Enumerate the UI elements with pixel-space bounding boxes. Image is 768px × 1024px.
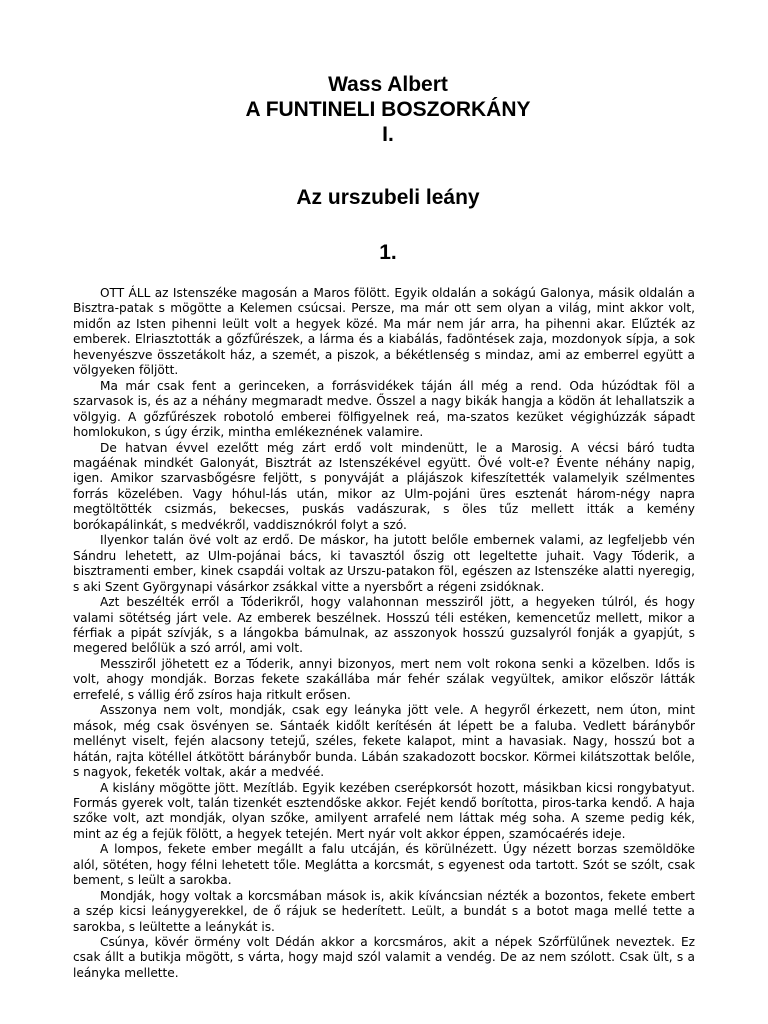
paragraph: A lompos, fekete ember megállt a falu utcáján, és körülnézett. Úgy nézett borzas szemöldöke alól, sötéten, hogy félni lehetett tőle. Meglátta a korcsmát, s egyenest oda tartott. Szót se szólt, csak bement, s leült a sarokba. [73,842,695,888]
document-page [73,72,695,981]
paragraph: Azt beszélték erről a Tóderikről, hogy valahonnan messziről jött, a hegyeken túlról, és hogy valami sötétség járt vele. Az emberek beszélnek. Hosszú téli estéken, kemencetűz mellett, mikor a férfiak a pipát szívják, s a lángokba bámulnak, az asszonyok hosszú guzsalyról fonják a gyapjút, s megered belőlük a szó arról, ami volt. [73,595,695,656]
title-block [81,72,695,265]
body-text [73,286,695,981]
author-name: Wass Albert [328,73,448,96]
chapter-title: Az urszubeli leány [296,186,480,209]
paragraph: OTT ÁLL az Istenszéke magosán a Maros fölött. Egyik oldalán a sokágú Galonya, másik oldalán a Bisztra-patak s mögötte a Kelemen csúcsai. Persze, ma már ott sem olyan a világ, mint akkor volt, midőn az Isten pihenni leült volt a hegyek közé. Ma már nem jár arra, ha pihenni akar. Elűzték az emberek. Elriasztották a gőzfűrészek, a lárma és a kiabálás, fadöntések zaja, mozdonyok sípja, a sok hevenyészve összetákolt ház, a szemét, a piszok, a békétlenség s mindaz, ami az emberrel együtt a völgyeken följött. [73,286,695,378]
paragraph: Mondják, hogy voltak a korcsmában mások is, akik kíváncsian nézték a bozontos, fekete embert a szép kicsi leánygyerekkel, de ő rájuk se hederített. Leült, a bundát s a botot maga mellé tette a sarokba, s leültette a leánykát is. [73,888,695,934]
part-number: I. [382,123,394,146]
chapter-number: 1. [379,241,397,264]
paragraph: Messziről jöhetett ez a Tóderik, annyi bizonyos, mert nem volt rokona senki a közelben. Idős is volt, ahogy mondják. Borzas fekete szakállába már fehér szálak vegyültek, amikor először látták errefelé, s vállig érő zsíros haja ritkult erősen. [73,656,695,702]
book-title: A FUNTINELI BOSZORKÁNY [245,98,531,121]
paragraph: Ilyenkor talán övé volt az erdő. De máskor, ha jutott belőle embernek valami, az legfeljebb vén Sándru lehetett, az Ulm-pojánai bács, ki tavasztól őszig ott legeltette juhait. Vagy Tóderik, a bisztramenti ember, kinek csapdái voltak az Urszu-patakon föl, egészen az Istenszéke alatti nyeregig, s aki Szent Györgynapi vásárkor zsákkal vitte a nyersbőrt a régeni zsidóknak. [73,533,695,594]
paragraph: Csúnya, kövér örmény volt Dédán akkor a korcsmáros, akit a népek Szőrfülűnek neveztek. Ez csak állt a butikja mögött, s várta, hogy majd szól valamit a vendég. De az nem szólott. Csak ült, s a leányka mellette. [73,935,695,980]
paragraph: Asszonya nem volt, mondják, csak egy leányka jött vele. A hegyről érkezett, nem úton, mint mások, még csak ösvényen se. Sántaék kidőlt kerítésén át lépett be a faluba. Vedlett báránybőr mellényt viselt, fején alacsony tetejű, széles, fekete kalapot, mint a havasiak. Nagy, hosszú bot a hátán, rajta kötéllel átkötött báránybőr bunda. Lábán szakadozott bocskor. Körmei kilátszottak belőle, s nagyok, feketék voltak, akár a medvéé. [73,703,695,780]
paragraph: Ma már csak fent a gerinceken, a forrásvidékek táján áll még a rend. Oda húzódtak föl a szarvasok is, és az a néhány megmaradt medve. Ősszel a nagy bikák hangja a ködön át lehallatszik a völgyig. A gőzfűrészek robotoló emberei fölfigyelnek reá, ma-szatos kezüket végighúzzák sápadt homlokukon, s úgy érzik, mintha emlékeznének valamire. [73,378,695,440]
paragraph: A kislány mögötte jött. Mezítláb. Egyik kezében cserépkorsót hozott, másikban kicsi rongybatyut. Formás gyerek volt, talán tizenkét esztendőske akkor. Fejét kendő borította, piros-tarka kendő. A haja szőke volt, azt mondják, olyan szőke, amilyent arrafelé nem láttak még soha. A szeme pedig kék, mint az ég a fejük fölött, a hegyek tetején. Mert nyár volt akkor éppen, szamócaérés ideje. [73,780,695,841]
paragraph: De hatvan évvel ezelőtt még zárt erdő volt mindenütt, le a Marosig. A vécsi báró tudta magáénak mindkét Galonyát, Bisztrát az Istenszékével együtt. Övé volt-e? Évente néhány napig, igen. Amikor szarvasbőgésre feljött, s ponyváját a plájászok kifeszítették valamelyik szélmentes forrás közelében. Vagy hóhul-lás után, mikor az Ulm-pojáni üres esztenát három-négy napra megtöltötték csizmás, bekecses, puskás vadászurak, s öles tűz mellett itták a kemény borókapálinkát, s medvékről, vaddisznókról folyt a szó. [73,440,695,532]
